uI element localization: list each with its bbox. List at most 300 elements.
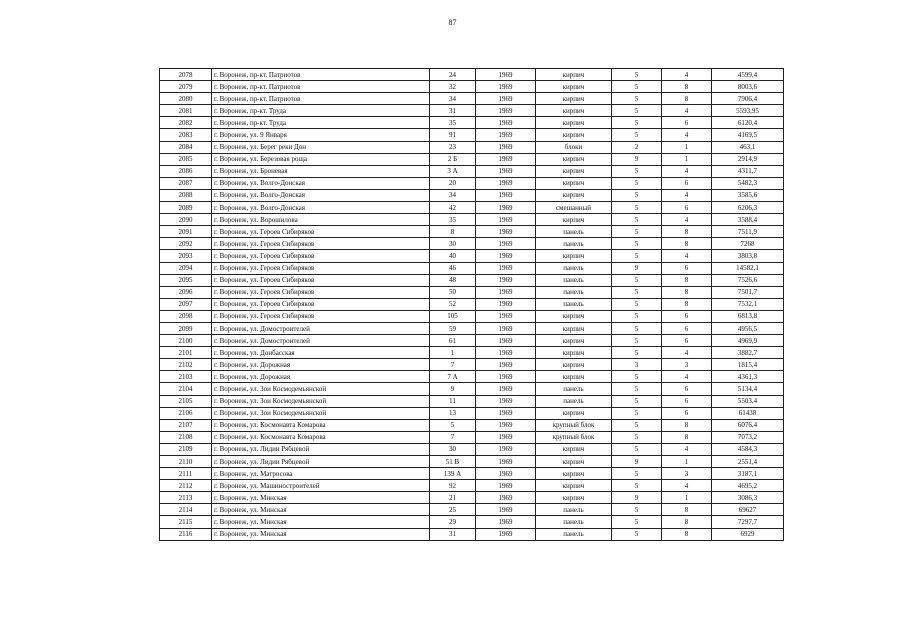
wall-material-cell: панель xyxy=(536,274,612,286)
year-built-cell: 1969 xyxy=(476,322,536,334)
house-number-cell: 9 xyxy=(430,383,476,395)
wall-material-cell: кирпич xyxy=(536,93,612,105)
address-cell: г. Воронеж, ул. Героев Сибиряков xyxy=(212,274,430,286)
area-cell: 7511,9 xyxy=(712,226,784,238)
house-number-cell: 35 xyxy=(430,214,476,226)
row-number: 2092 xyxy=(160,238,212,250)
address-cell: г. Воронеж, ул. Донбасская xyxy=(212,347,430,359)
wall-material-cell: кирпич xyxy=(536,81,612,93)
wall-material-cell: панель xyxy=(536,238,612,250)
address-cell: г. Воронеж, ул. Машиностроителей xyxy=(212,480,430,492)
address-cell: г. Воронеж, ул. Героев Сибиряков xyxy=(212,310,430,322)
table-body xyxy=(160,69,784,541)
table-row xyxy=(160,238,784,250)
house-number-cell: 92 xyxy=(430,480,476,492)
row-number: 2096 xyxy=(160,286,212,298)
address-cell: г. Воронеж, ул. Героев Сибиряков xyxy=(212,298,430,310)
wall-material-cell: кирпич xyxy=(536,480,612,492)
house-number-cell: 8 xyxy=(430,226,476,238)
housing-registry-table xyxy=(159,68,784,541)
row-number: 2100 xyxy=(160,335,212,347)
year-built-cell: 1969 xyxy=(476,456,536,468)
floors-cell: 5 xyxy=(612,431,662,443)
house-number-cell: 21 xyxy=(430,492,476,504)
wall-material-cell: кирпич xyxy=(536,69,612,81)
entrances-cell: 6 xyxy=(662,177,712,189)
wall-material-cell: панель xyxy=(536,516,612,528)
house-number-cell: 105 xyxy=(430,310,476,322)
floors-cell: 5 xyxy=(612,202,662,214)
house-number-cell: 20 xyxy=(430,177,476,189)
row-number: 2107 xyxy=(160,419,212,431)
floors-cell: 5 xyxy=(612,468,662,480)
area-cell: 5503,4 xyxy=(712,395,784,407)
table-row xyxy=(160,310,784,322)
entrances-cell: 1 xyxy=(662,456,712,468)
year-built-cell: 1969 xyxy=(476,202,536,214)
row-number: 2086 xyxy=(160,165,212,177)
area-cell: 7532,1 xyxy=(712,298,784,310)
floors-cell: 5 xyxy=(612,226,662,238)
house-number-cell: 2 Б xyxy=(430,153,476,165)
row-number: 2097 xyxy=(160,298,212,310)
area-cell: 6813,8 xyxy=(712,310,784,322)
entrances-cell: 4 xyxy=(662,214,712,226)
year-built-cell: 1969 xyxy=(476,117,536,129)
house-number-cell: 34 xyxy=(430,189,476,201)
wall-material-cell: панель xyxy=(536,383,612,395)
row-number: 2080 xyxy=(160,93,212,105)
row-number: 2109 xyxy=(160,443,212,455)
area-cell: 2551,4 xyxy=(712,456,784,468)
row-number: 2103 xyxy=(160,371,212,383)
wall-material-cell: панель xyxy=(536,298,612,310)
house-number-cell: 52 xyxy=(430,298,476,310)
entrances-cell: 6 xyxy=(662,322,712,334)
wall-material-cell: кирпич xyxy=(536,105,612,117)
address-cell: г. Воронеж, ул. Волго-Донская xyxy=(212,177,430,189)
table-row xyxy=(160,468,784,480)
year-built-cell: 1969 xyxy=(476,262,536,274)
address-cell: г. Воронеж, ул. Лидии Рябцевой xyxy=(212,456,430,468)
address-cell: г. Воронеж, ул. Берег реки Дон xyxy=(212,141,430,153)
address-cell: г. Воронеж, ул. Волго-Донская xyxy=(212,202,430,214)
wall-material-cell: смешанный xyxy=(536,202,612,214)
address-cell: г. Воронеж, ул. Матросова xyxy=(212,468,430,480)
table-row xyxy=(160,105,784,117)
wall-material-cell: кирпич xyxy=(536,129,612,141)
year-built-cell: 1969 xyxy=(476,359,536,371)
wall-material-cell: крупный блок xyxy=(536,419,612,431)
row-number: 2108 xyxy=(160,431,212,443)
wall-material-cell: кирпич xyxy=(536,117,612,129)
address-cell: г. Воронеж, ул. Минская xyxy=(212,504,430,516)
entrances-cell: 6 xyxy=(662,202,712,214)
row-number: 2078 xyxy=(160,69,212,81)
floors-cell: 5 xyxy=(612,250,662,262)
row-number: 2089 xyxy=(160,202,212,214)
address-cell: г. Воронеж, пр-кт. Патриотов xyxy=(212,69,430,81)
address-cell: г. Воронеж, ул. Березовая роща xyxy=(212,153,430,165)
area-cell: 3187,1 xyxy=(712,468,784,480)
floors-cell: 5 xyxy=(612,383,662,395)
floors-cell: 5 xyxy=(612,480,662,492)
house-number-cell: 7 xyxy=(430,359,476,371)
area-cell: 7906,4 xyxy=(712,93,784,105)
address-cell: г. Воронеж, ул. 9 Января xyxy=(212,129,430,141)
floors-cell: 2 xyxy=(612,141,662,153)
house-number-cell: 31 xyxy=(430,528,476,540)
entrances-cell: 8 xyxy=(662,238,712,250)
table-row xyxy=(160,395,784,407)
floors-cell: 5 xyxy=(612,286,662,298)
house-number-cell: 31 xyxy=(430,105,476,117)
entrances-cell: 6 xyxy=(662,383,712,395)
wall-material-cell: панель xyxy=(536,226,612,238)
wall-material-cell: крупный блок xyxy=(536,431,612,443)
floors-cell: 5 xyxy=(612,117,662,129)
wall-material-cell: кирпич xyxy=(536,468,612,480)
entrances-cell: 4 xyxy=(662,480,712,492)
floors-cell: 5 xyxy=(612,105,662,117)
house-number-cell: 91 xyxy=(430,129,476,141)
area-cell: 7297,7 xyxy=(712,516,784,528)
area-cell: 7526,6 xyxy=(712,274,784,286)
wall-material-cell: кирпич xyxy=(536,407,612,419)
table-row xyxy=(160,298,784,310)
table-row xyxy=(160,214,784,226)
row-number: 2115 xyxy=(160,516,212,528)
entrances-cell: 4 xyxy=(662,347,712,359)
row-number: 2099 xyxy=(160,322,212,334)
year-built-cell: 1969 xyxy=(476,189,536,201)
house-number-cell: 42 xyxy=(430,202,476,214)
table-row xyxy=(160,141,784,153)
area-cell: 3086,3 xyxy=(712,492,784,504)
row-number: 2090 xyxy=(160,214,212,226)
floors-cell: 5 xyxy=(612,214,662,226)
floors-cell: 5 xyxy=(612,298,662,310)
floors-cell: 5 xyxy=(612,165,662,177)
year-built-cell: 1969 xyxy=(476,431,536,443)
house-number-cell: 13 xyxy=(430,407,476,419)
address-cell: г. Воронеж, ул. Домостроителей xyxy=(212,335,430,347)
table-row xyxy=(160,93,784,105)
floors-cell: 9 xyxy=(612,153,662,165)
area-cell: 7268 xyxy=(712,238,784,250)
address-cell: г. Воронеж, ул. Дорожная xyxy=(212,371,430,383)
year-built-cell: 1969 xyxy=(476,214,536,226)
row-number: 2116 xyxy=(160,528,212,540)
area-cell: 3882,7 xyxy=(712,347,784,359)
floors-cell: 5 xyxy=(612,335,662,347)
entrances-cell: 8 xyxy=(662,298,712,310)
table-row xyxy=(160,286,784,298)
entrances-cell: 4 xyxy=(662,443,712,455)
house-number-cell: 59 xyxy=(430,322,476,334)
row-number: 2082 xyxy=(160,117,212,129)
floors-cell: 5 xyxy=(612,407,662,419)
area-cell: 14582,1 xyxy=(712,262,784,274)
wall-material-cell: кирпич xyxy=(536,214,612,226)
year-built-cell: 1969 xyxy=(476,274,536,286)
house-number-cell: 1 xyxy=(430,347,476,359)
floors-cell: 5 xyxy=(612,516,662,528)
table-row xyxy=(160,153,784,165)
area-cell: 4695,2 xyxy=(712,480,784,492)
area-cell: 5482,3 xyxy=(712,177,784,189)
address-cell: г. Воронеж, пр-кт. Труда xyxy=(212,117,430,129)
year-built-cell: 1969 xyxy=(476,480,536,492)
address-cell: г. Воронеж, ул. Домостроителей xyxy=(212,322,430,334)
area-cell: 463,1 xyxy=(712,141,784,153)
row-number: 2113 xyxy=(160,492,212,504)
area-cell: 3585,6 xyxy=(712,189,784,201)
address-cell: г. Воронеж, ул. Зои Космодемьянской xyxy=(212,407,430,419)
entrances-cell: 3 xyxy=(662,468,712,480)
house-number-cell: 25 xyxy=(430,504,476,516)
wall-material-cell: кирпич xyxy=(536,189,612,201)
area-cell: 5593,95 xyxy=(712,105,784,117)
house-number-cell: 7 xyxy=(430,431,476,443)
area-cell: 6076,4 xyxy=(712,419,784,431)
entrances-cell: 4 xyxy=(662,69,712,81)
area-cell: 6120,4 xyxy=(712,117,784,129)
wall-material-cell: кирпич xyxy=(536,359,612,371)
table-row xyxy=(160,407,784,419)
row-number: 2114 xyxy=(160,504,212,516)
house-number-cell: 7 А xyxy=(430,371,476,383)
year-built-cell: 1969 xyxy=(476,419,536,431)
floors-cell: 5 xyxy=(612,238,662,250)
year-built-cell: 1969 xyxy=(476,177,536,189)
table-row xyxy=(160,383,784,395)
wall-material-cell: панель xyxy=(536,504,612,516)
house-number-cell: 61 xyxy=(430,335,476,347)
floors-cell: 5 xyxy=(612,443,662,455)
year-built-cell: 1969 xyxy=(476,468,536,480)
floors-cell: 5 xyxy=(612,322,662,334)
year-built-cell: 1969 xyxy=(476,286,536,298)
entrances-cell: 8 xyxy=(662,274,712,286)
area-cell: 4599,4 xyxy=(712,69,784,81)
address-cell: г. Воронеж, пр-кт. Патриотов xyxy=(212,81,430,93)
row-number: 2105 xyxy=(160,395,212,407)
area-cell: 2914,9 xyxy=(712,153,784,165)
table-row xyxy=(160,335,784,347)
row-number: 2094 xyxy=(160,262,212,274)
entrances-cell: 4 xyxy=(662,371,712,383)
entrances-cell: 4 xyxy=(662,189,712,201)
house-number-cell: 23 xyxy=(430,141,476,153)
entrances-cell: 4 xyxy=(662,105,712,117)
address-cell: г. Воронеж, ул. Зои Космодемьянской xyxy=(212,383,430,395)
area-cell: 4969,9 xyxy=(712,335,784,347)
floors-cell: 5 xyxy=(612,93,662,105)
year-built-cell: 1969 xyxy=(476,226,536,238)
house-number-cell: 35 xyxy=(430,117,476,129)
row-number: 2104 xyxy=(160,383,212,395)
table-row xyxy=(160,322,784,334)
address-cell: г. Воронеж, ул. Космонавта Комарова xyxy=(212,431,430,443)
table-row xyxy=(160,189,784,201)
year-built-cell: 1969 xyxy=(476,310,536,322)
area-cell: 6206,3 xyxy=(712,202,784,214)
table-row xyxy=(160,516,784,528)
year-built-cell: 1969 xyxy=(476,347,536,359)
house-number-cell: 32 xyxy=(430,81,476,93)
wall-material-cell: кирпич xyxy=(536,250,612,262)
area-cell: 4361,3 xyxy=(712,371,784,383)
year-built-cell: 1969 xyxy=(476,443,536,455)
table-row xyxy=(160,69,784,81)
wall-material-cell: панель xyxy=(536,395,612,407)
table-row xyxy=(160,431,784,443)
row-number: 2083 xyxy=(160,129,212,141)
year-built-cell: 1969 xyxy=(476,504,536,516)
table-row xyxy=(160,480,784,492)
row-number: 2087 xyxy=(160,177,212,189)
floors-cell: 5 xyxy=(612,419,662,431)
row-number: 2110 xyxy=(160,456,212,468)
table-row xyxy=(160,274,784,286)
address-cell: г. Воронеж, ул. Героев Сибиряков xyxy=(212,226,430,238)
table-row xyxy=(160,81,784,93)
year-built-cell: 1969 xyxy=(476,250,536,262)
address-cell: г. Воронеж, ул. Минская xyxy=(212,492,430,504)
row-number: 2111 xyxy=(160,468,212,480)
floors-cell: 3 xyxy=(612,359,662,371)
year-built-cell: 1969 xyxy=(476,141,536,153)
area-cell: 4584,3 xyxy=(712,443,784,455)
year-built-cell: 1969 xyxy=(476,129,536,141)
entrances-cell: 1 xyxy=(662,153,712,165)
wall-material-cell: кирпич xyxy=(536,456,612,468)
floors-cell: 5 xyxy=(612,395,662,407)
entrances-cell: 8 xyxy=(662,81,712,93)
row-number: 2095 xyxy=(160,274,212,286)
address-cell: г. Воронеж, пр-кт. Труда xyxy=(212,105,430,117)
house-number-cell: 139 А xyxy=(430,468,476,480)
row-number: 2106 xyxy=(160,407,212,419)
area-cell: 5134,4 xyxy=(712,383,784,395)
row-number: 2084 xyxy=(160,141,212,153)
wall-material-cell: кирпич xyxy=(536,153,612,165)
entrances-cell: 8 xyxy=(662,286,712,298)
table-row xyxy=(160,202,784,214)
wall-material-cell: кирпич xyxy=(536,322,612,334)
table-row xyxy=(160,117,784,129)
house-number-cell: 50 xyxy=(430,286,476,298)
entrances-cell: 8 xyxy=(662,528,712,540)
wall-material-cell: кирпич xyxy=(536,177,612,189)
row-number: 2079 xyxy=(160,81,212,93)
address-cell: г. Воронеж, ул. Космонавта Комарова xyxy=(212,419,430,431)
area-cell: 61438 xyxy=(712,407,784,419)
address-cell: г. Воронеж, ул. Героев Сибиряков xyxy=(212,238,430,250)
area-cell: 7073,2 xyxy=(712,431,784,443)
year-built-cell: 1969 xyxy=(476,516,536,528)
wall-material-cell: панель xyxy=(536,262,612,274)
table-row xyxy=(160,371,784,383)
entrances-cell: 8 xyxy=(662,93,712,105)
entrances-cell: 6 xyxy=(662,335,712,347)
floors-cell: 5 xyxy=(612,504,662,516)
year-built-cell: 1969 xyxy=(476,383,536,395)
entrances-cell: 6 xyxy=(662,407,712,419)
entrances-cell: 1 xyxy=(662,141,712,153)
year-built-cell: 1969 xyxy=(476,69,536,81)
floors-cell: 9 xyxy=(612,492,662,504)
floors-cell: 5 xyxy=(612,310,662,322)
area-cell: 8003,6 xyxy=(712,81,784,93)
year-built-cell: 1969 xyxy=(476,407,536,419)
entrances-cell: 8 xyxy=(662,504,712,516)
address-cell: г. Воронеж, ул. Дорожная xyxy=(212,359,430,371)
table-row xyxy=(160,443,784,455)
house-number-cell: 51 В xyxy=(430,456,476,468)
entrances-cell: 6 xyxy=(662,395,712,407)
address-cell: г. Воронеж, ул. Героев Сибиряков xyxy=(212,262,430,274)
wall-material-cell: кирпич xyxy=(536,443,612,455)
entrances-cell: 3 xyxy=(662,359,712,371)
entrances-cell: 4 xyxy=(662,129,712,141)
row-number: 2088 xyxy=(160,189,212,201)
entrances-cell: 6 xyxy=(662,310,712,322)
wall-material-cell: кирпич xyxy=(536,347,612,359)
area-cell: 3588,4 xyxy=(712,214,784,226)
floors-cell: 5 xyxy=(612,189,662,201)
entrances-cell: 8 xyxy=(662,226,712,238)
area-cell: 1815,4 xyxy=(712,359,784,371)
house-number-cell: 3 А xyxy=(430,165,476,177)
house-number-cell: 46 xyxy=(430,262,476,274)
table-row xyxy=(160,456,784,468)
year-built-cell: 1969 xyxy=(476,238,536,250)
address-cell: г. Воронеж, ул. Минская xyxy=(212,516,430,528)
year-built-cell: 1969 xyxy=(476,335,536,347)
table-row xyxy=(160,165,784,177)
row-number: 2102 xyxy=(160,359,212,371)
entrances-cell: 6 xyxy=(662,262,712,274)
page-number: 87 xyxy=(448,18,457,27)
year-built-cell: 1969 xyxy=(476,298,536,310)
floors-cell: 9 xyxy=(612,456,662,468)
address-cell: г. Воронеж, ул. Ворошилова xyxy=(212,214,430,226)
year-built-cell: 1969 xyxy=(476,165,536,177)
entrances-cell: 6 xyxy=(662,117,712,129)
floors-cell: 5 xyxy=(612,81,662,93)
floors-cell: 5 xyxy=(612,69,662,81)
wall-material-cell: кирпич xyxy=(536,335,612,347)
wall-material-cell: панель xyxy=(536,286,612,298)
area-cell: 7501,7 xyxy=(712,286,784,298)
address-cell: г. Воронеж, ул. Броневая xyxy=(212,165,430,177)
address-cell: г. Воронеж, ул. Минская xyxy=(212,528,430,540)
house-number-cell: 24 xyxy=(430,69,476,81)
table-row xyxy=(160,492,784,504)
row-number: 2081 xyxy=(160,105,212,117)
house-number-cell: 30 xyxy=(430,238,476,250)
entrances-cell: 4 xyxy=(662,250,712,262)
house-number-cell: 34 xyxy=(430,93,476,105)
house-number-cell: 5 xyxy=(430,419,476,431)
table-row xyxy=(160,419,784,431)
table-row xyxy=(160,504,784,516)
table-row xyxy=(160,129,784,141)
area-cell: 69627 xyxy=(712,504,784,516)
year-built-cell: 1969 xyxy=(476,371,536,383)
